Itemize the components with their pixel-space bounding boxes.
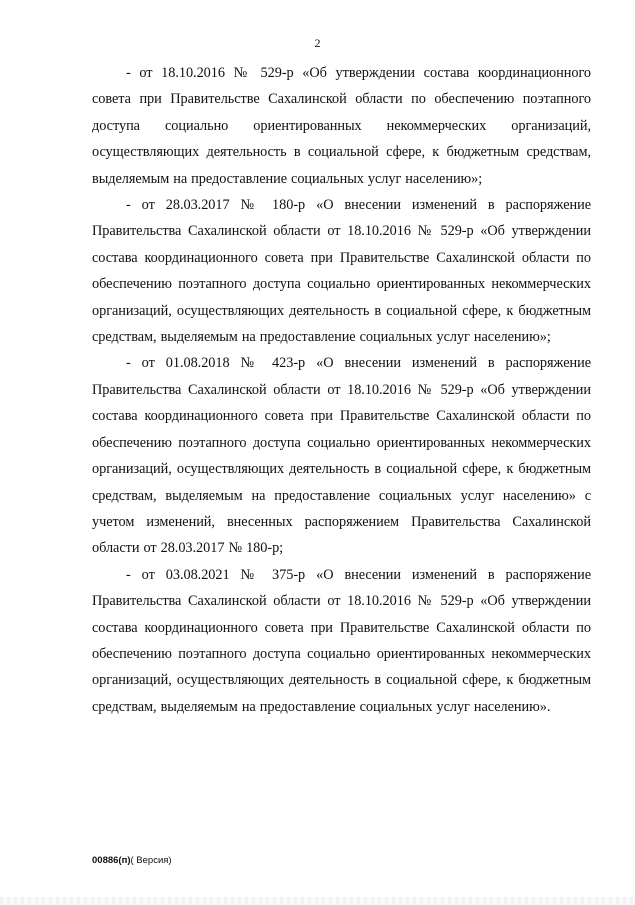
document-code: 00886(п) [92, 855, 131, 866]
list-item-order-529: - от 18.10.2016 № 529-р «Об утверждении состава координационного совета при Правительстве Сахалинской области по обеспечению поэтапного доступа социально ориентированных некоммерческих организаций, осуществляющих деятельность в социальной сфере, к бюджетным средствам, выделяемым на предоставление социальных услуг населению»; [92, 65, 591, 187]
list-item-order-423: - от 01.08.2018 № 423-р «О внесении изменений в распоряжение Правительства Сахалинской области от 18.10.2016 № 529-р «Об утверждении состава координационного совета при Правительстве Сахалинской области по обеспечению поэтапного доступа социально ориентированных некоммерческих организаций, осуществляющих деятельность в социальной сфере, к бюджетным средствам, выделяемым на предоставление социальных услуг населению» с учетом изменений, внесенных распоряжением Правительства Сахалинской области от 28.03.2017 № 180-р; [92, 355, 591, 557]
page-number: 2 [314, 36, 321, 50]
document-footer [92, 855, 172, 866]
scan-edge-artifact [0, 897, 635, 905]
document-body [92, 60, 591, 720]
list-item-order-375: - от 03.08.2021 № 375-р «О внесении изменений в распоряжение Правительства Сахалинской области от 18.10.2016 № 529-р «Об утверждении состава координационного совета при Правительстве Сахалинской области по обеспечению поэтапного доступа социально ориентированных некоммерческих организаций, осуществляющих деятельность в социальной сфере, к бюджетным средствам, выделяемым на предоставление социальных услуг населению». [92, 566, 591, 715]
document-version: ( Версия) [130, 855, 172, 866]
list-item-order-180: - от 28.03.2017 № 180-р «О внесении изменений в распоряжение Правительства Сахалинской области от 18.10.2016 № 529-р «Об утверждении состава координационного совета при Правительстве Сахалинской области по обеспечению поэтапного доступа социально ориентированных некоммерческих организаций, осуществляющих деятельность в социальной сфере, к бюджетным средствам, выделяемым на предоставление социальных услуг населению»; [92, 197, 591, 346]
